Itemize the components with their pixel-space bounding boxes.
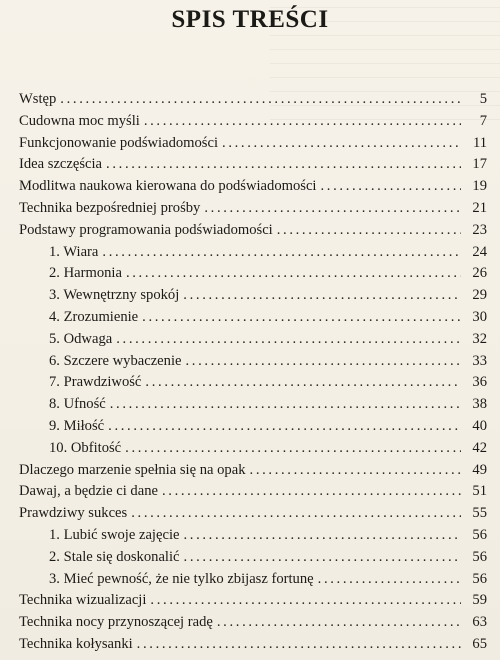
dot-leader xyxy=(183,525,461,547)
toc-entry-title: 9. Miłość xyxy=(49,417,105,434)
toc-entry xyxy=(19,612,487,634)
toc-entry-title: Prawdziwy sukces xyxy=(19,505,128,522)
toc-entry-title: Wstęp xyxy=(19,91,57,107)
toc-page-number: 5 xyxy=(479,91,487,107)
toc-subentry xyxy=(19,547,487,569)
toc-page-number: 65 xyxy=(472,635,487,652)
dot-leader xyxy=(125,438,461,460)
dot-leader xyxy=(110,394,461,416)
toc-entry-title: Idea szczęścia xyxy=(19,156,103,173)
dot-leader xyxy=(144,111,461,133)
toc-entry-title: 6. Szczere wybaczenie xyxy=(49,352,182,369)
toc-entry-title: Technika wizualizacji xyxy=(19,592,147,609)
dot-leader xyxy=(108,416,461,438)
dot-leader xyxy=(250,460,461,482)
dot-leader xyxy=(137,634,461,656)
toc-page-number: 21 xyxy=(472,199,487,216)
toc-page-number: 24 xyxy=(472,243,487,260)
toc-page-number: 63 xyxy=(472,614,487,631)
toc-entry-title: 2. Harmonia xyxy=(49,265,122,282)
toc-entry-title: 4. Zrozumienie xyxy=(49,308,139,325)
toc-page-number: 56 xyxy=(472,570,487,587)
toc-entry-title: 7. Prawdziwość xyxy=(49,374,142,391)
toc-entry-title: 2. Stale się doskonalić xyxy=(49,548,180,565)
page-title: SPIS TREŚCI xyxy=(171,6,329,33)
dot-leader xyxy=(106,154,461,176)
toc-page-number: 19 xyxy=(472,178,487,195)
toc-entry-title: 3. Mieć pewność, że nie tylko zbijasz fortunę xyxy=(49,570,314,587)
dot-leader xyxy=(145,372,461,394)
toc-entry-title: 8. Ufność xyxy=(49,396,106,413)
toc-subentry xyxy=(19,351,487,373)
toc-entry-title: Funkcjonowanie podświadomości xyxy=(19,134,219,151)
toc-page-number: 56 xyxy=(472,548,487,565)
toc-page-number: 51 xyxy=(472,483,487,500)
toc-page-number: 59 xyxy=(472,592,487,609)
dot-leader xyxy=(222,133,461,155)
toc-subentry xyxy=(19,307,487,329)
toc-page-number: 56 xyxy=(472,526,487,543)
toc-subentry xyxy=(19,285,487,307)
dot-leader xyxy=(142,307,461,329)
dot-leader xyxy=(217,612,461,634)
dot-leader xyxy=(277,220,461,242)
toc-entry-title: Cudowna moc myśli xyxy=(19,112,140,129)
dot-leader xyxy=(131,503,461,525)
toc-subentry xyxy=(19,569,487,591)
toc-subentry xyxy=(19,525,487,547)
toc-entry-title: Modlitwa naukowa kierowana do podświadomości xyxy=(19,178,317,195)
toc-page-number: 7 xyxy=(479,112,487,129)
toc-subentry xyxy=(19,372,487,394)
toc-entry xyxy=(19,111,487,133)
dot-leader xyxy=(184,547,461,569)
toc-page-number: 49 xyxy=(472,461,487,478)
dot-leader xyxy=(150,590,461,612)
toc-page-number: 17 xyxy=(472,156,487,173)
toc-page-number: 23 xyxy=(472,221,487,238)
toc-subentry xyxy=(19,394,487,416)
dot-leader xyxy=(204,198,461,220)
toc-page-number: 36 xyxy=(472,374,487,391)
toc-subentry xyxy=(19,438,487,460)
toc-entry xyxy=(19,133,487,155)
dot-leader xyxy=(162,481,461,503)
toc-entry xyxy=(19,634,487,656)
toc-entry-title: Technika kołysanki xyxy=(19,635,133,652)
dot-leader xyxy=(116,329,461,351)
toc-entry-title: Dlaczego marzenie spełnia się na opak xyxy=(19,461,246,478)
toc-entry-title: 5. Odwaga xyxy=(49,330,113,347)
toc-subentry xyxy=(19,242,487,264)
dot-leader xyxy=(60,89,461,111)
toc-entry-title: 3. Wewnętrzny spokój xyxy=(49,287,180,304)
dot-leader xyxy=(185,351,461,373)
dot-leader xyxy=(321,176,462,198)
toc-entry-title: Dawaj, a będzie ci dane xyxy=(19,483,158,500)
dot-leader xyxy=(318,569,461,591)
dot-leader xyxy=(126,263,461,285)
toc-entry-title: Technika nocy przynoszącej radę xyxy=(19,614,213,631)
toc-entry xyxy=(19,481,487,503)
toc-entry-title: Technika bezpośredniej prośby xyxy=(19,199,201,216)
toc-subentry xyxy=(19,416,487,438)
toc-entry xyxy=(19,590,487,612)
dot-leader xyxy=(183,285,461,307)
toc-entry xyxy=(19,176,487,198)
toc-page-number: 42 xyxy=(472,439,487,456)
toc-entry xyxy=(19,220,487,242)
toc-page-number: 32 xyxy=(472,330,487,347)
toc-entry xyxy=(19,154,487,176)
dot-leader xyxy=(102,242,461,264)
toc-entry xyxy=(19,460,487,482)
toc-page-number: 38 xyxy=(472,396,487,413)
toc-entry-title: 10. Obfitość xyxy=(49,439,122,456)
toc-page-number: 30 xyxy=(472,308,487,325)
toc-page-number: 55 xyxy=(472,505,487,522)
toc-entry-title: 1. Wiara xyxy=(49,243,99,260)
toc-page-number: 40 xyxy=(472,417,487,434)
toc-page-number: 33 xyxy=(472,352,487,369)
toc-page-number: 11 xyxy=(472,134,487,151)
toc-page-number: 26 xyxy=(472,265,487,282)
toc-entry xyxy=(19,89,487,111)
toc-entry-title: 1. Lubić swoje zajęcie xyxy=(49,526,180,543)
toc-entry xyxy=(19,198,487,220)
toc-page-number: 29 xyxy=(472,287,487,304)
table-of-contents xyxy=(19,89,487,656)
toc-entry xyxy=(19,503,487,525)
toc-subentry xyxy=(19,263,487,285)
toc-entry-title: Podstawy programowania podświadomości xyxy=(19,221,273,238)
toc-subentry xyxy=(19,329,487,351)
